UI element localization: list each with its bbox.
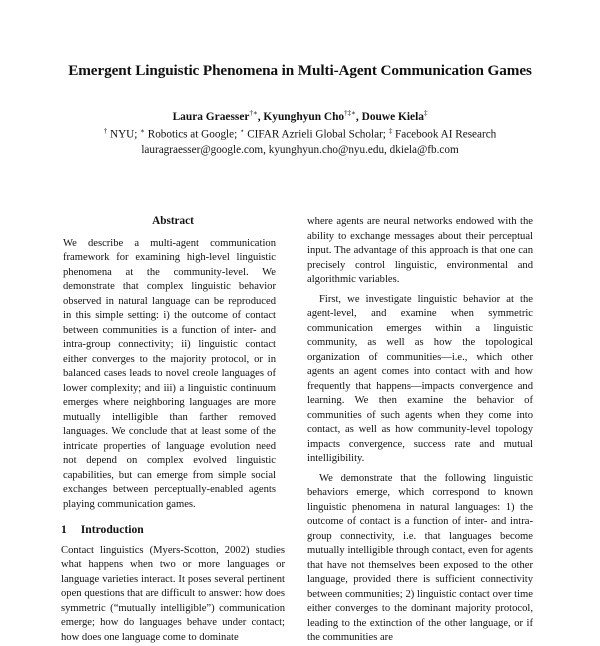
affiliations — [0, 124, 600, 158]
affiliation-mark: †‡∗ — [344, 109, 356, 117]
separator: , — [257, 110, 264, 123]
author-name: Laura Graesser — [172, 110, 250, 123]
body-paragraph: We demonstrate that the following linguistic behaviors emerge, which correspond to known linguistic phenomena in natural languages: 1) the outcome of contact is a function of inter- and intra-group connectivity, i.e. that languages become mutually intelligible through contact, even for agents that have not themselves been exposed to the other language, provided there is sufficient connectivity between communities; 2) linguistic contact over time either converges to the dominant majority protocol, leading to the extinction of the other language, or if the communities are — [307, 472, 533, 643]
author-name: Douwe Kiela — [361, 110, 424, 123]
affiliation-mark: ‡ — [388, 127, 393, 135]
section-heading — [61, 523, 285, 538]
abstract-heading: Abstract — [152, 215, 194, 227]
affiliation-text: Robotics at Google; — [144, 128, 241, 141]
section-number: 1 — [61, 523, 67, 536]
affiliation-text: Facebook AI Research — [392, 128, 497, 141]
separator: , — [355, 110, 362, 123]
affiliation-mark: † — [103, 127, 108, 135]
affiliation-text: CIFAR Azrieli Global Scholar; — [244, 128, 389, 141]
paper-title: Emergent Linguistic Phenomena in Multi-Agent Communication Games — [68, 62, 532, 79]
affiliation-mark: ⋆ — [240, 127, 245, 135]
author-name: Kyunghyun Cho — [263, 110, 345, 123]
right-column — [307, 215, 533, 646]
body-paragraph: First, we investigate linguistic behavior at the agent-level, and examine when symmetric communication emerges within a linguistic community, as well as how the topological organization of communities—i.e., which other agents an agent comes into contact with and how frequently that happens—impacts convergence and learning. We then examine the behavior of communities of such agents when they come into contact, as well as how community-level topology impacts convergence, success rate and mutual intelligibility. — [307, 293, 533, 464]
author-emails: lauragraesser@google.com, kyunghyun.cho@nyu.edu, dkiela@fb.com — [141, 143, 459, 156]
left-column — [61, 214, 285, 645]
author-list — [0, 109, 600, 123]
section-title: Introduction — [80, 523, 144, 536]
affiliation-mark: †∗ — [249, 109, 258, 117]
affiliation-mark: ‡ — [423, 109, 428, 117]
affiliation-text: NYU; — [107, 128, 141, 141]
affiliation-line — [0, 124, 600, 143]
intro-paragraph: Contact linguistics (Myers-Scotton, 2002) studies what happens when two or more languages or language varieties interact. It poses several pertinent open questions that are difficult to answer: how does symmetric (“mutually intelligible”) communication emerge; how do languages behave under contact; how does one language come to dominate — [61, 544, 285, 643]
abstract-body: We describe a multi-agent communication framework for examining high-level linguistic phenomena at the community-level. We demonstrate that complex linguistic behavior observed in natural language can be reproduced in this simple setting: i) the outcome of contact between communities is a function of inter- and intra-group connectivity; ii) linguistic contact either converges to the majority protocol, or in balanced cases leads to novel creole languages of lower complexity; and iii) a linguistic continuum emerges where neighboring languages are more mutually intelligible than farther removed languages. We conclude that at least some of the intricate properties of language evolution need not depend on complex evolved linguistic capabilities, but can emerge from simple social exchanges between perceptually-enabled agents playing communication games. — [63, 237, 276, 510]
affiliation-mark: ∗ — [140, 127, 145, 135]
body-paragraph: where agents are neural networks endowed with the ability to exchange messages about their perceptual input. The advantage of this approach is that one can precisely control linguistic, environmental and algorithmic variables. — [307, 216, 533, 285]
